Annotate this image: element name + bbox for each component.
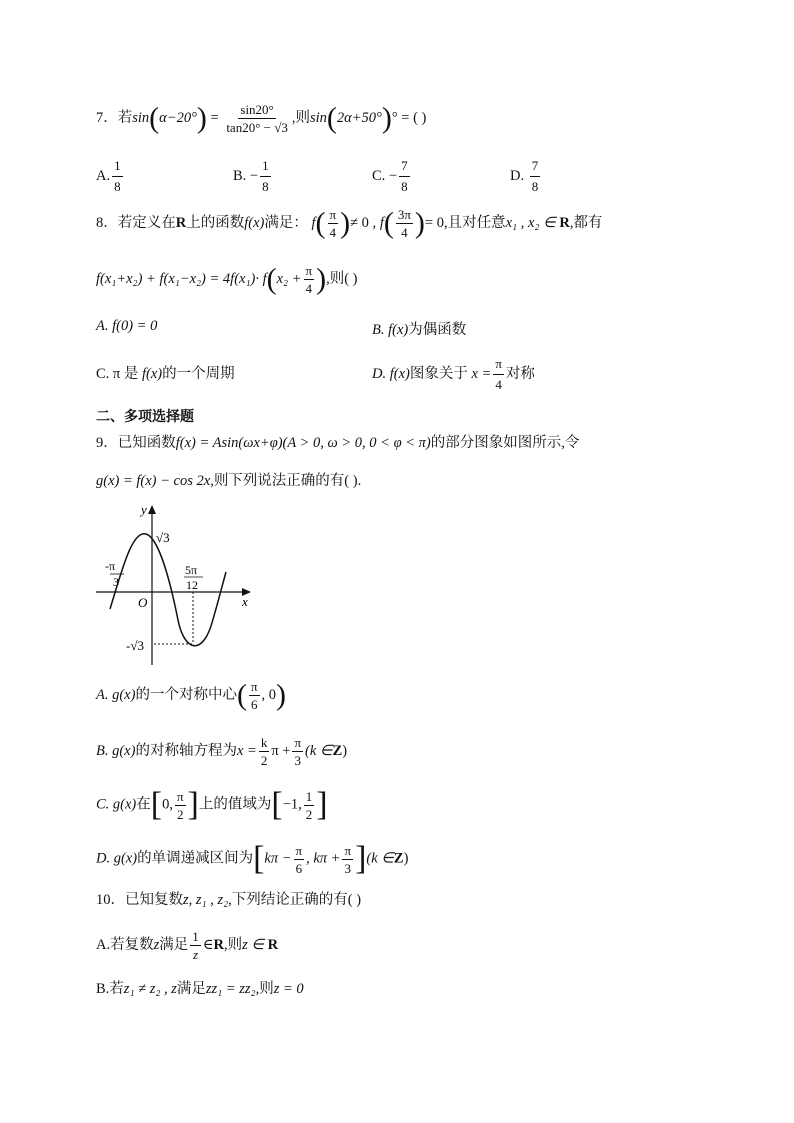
q10-option-b: B.若z₁ ≠ z₂ , z满足zz₁ = zz₂,则z = 0 [96,981,304,997]
left-zero-num: -π [105,559,116,573]
q8-stem: 8．若定义在R上的函数f(x)满足： f( $\frac{\pi}{4}$ )≠ 0 , f( $\frac{3\pi}{4}$ )= 0,且对任意x₁ , x₂ ∈ R,都有 [96,206,603,240]
q9-stem-line2: g(x) = f(x) − cos 2x,则下列说法正确的有( ). [96,473,362,489]
sine-curve [110,534,226,646]
q9-option-b: B. g(x)的对称轴方程为x = $\frac{k}{2}$ π + $\frac{\pi}{3}$ (k ∈Z) [96,735,348,768]
y-axis-arrow [148,505,156,514]
question-number: 7． [96,109,118,126]
q7-fraction: $\frac{\sin 20^\circ}{\tan 20^\circ - √3}$ [226,102,288,135]
q8-option-a: A. f(0) = 0 [96,318,158,334]
min-value-label: -√3 [126,638,144,653]
question-number: 9． [96,435,118,451]
q7-option-c: C. − $\frac{7}{8}$ [372,158,408,194]
q9-option-d: D. g(x)的单调递减区间为[kπ − $\frac{\pi}{6}$ , kπ + $\frac{\pi}{3}$ ](k ∈Z) [96,840,409,877]
q9-option-a: A. g(x)的一个对称中心( $\frac{\pi}{6}$ , 0) [96,678,287,712]
q10-stem: 10．已知复数z, z₁ , z₂,下列结论正确的有( ) [96,892,362,908]
trough-x-num: 5π [185,563,198,577]
q9-option-c: C. g(x)在[0, $\frac{\pi}{2}$ ]上的值域为[−1, $\frac{1}{2}$ ] [96,786,328,823]
q9-stem: 9．已知函数f(x) = Asin(ωx+φ)(A > 0, ω > 0, 0 < φ < π)的部分图象如图所示,令 [96,435,580,451]
origin-label: O [138,595,148,610]
trough-x-den: 12 [186,578,198,592]
q8-option-d: D. f(x)图象关于 x = $\frac{\pi}{4}$ 对称 [372,356,535,392]
question-number: 10． [96,892,125,908]
q7-stem: 7．若sin(α−20°) = $\frac{\sin 20^\circ}{\tan 20^\circ - √3}$ ,则sin(2α+50°)° = ( ) [96,101,427,135]
y-axis-label: y [141,502,147,517]
q8-stem-line2: f(x₁+x₂) + f(x₁−x₂) = 4f(x₁)· f(x₂ + $\frac{\pi}{4}$ ),则( ) [96,262,358,296]
q8-option-c: C. π 是 f(x)的一个周期 [96,366,235,382]
x-axis-label: x [242,594,248,609]
q10-option-a: A.若复数z满足 $\frac{1}{z}$ ∈R,则z ∈ R [96,929,279,962]
q9-function-graph [96,500,266,670]
q8-option-b: B. f(x)为偶函数 [372,322,467,338]
max-value-label: √3 [156,530,170,545]
question-number: 8． [96,214,118,231]
left-zero-den: 3 [113,575,119,589]
q7-option-a: A. $\frac{1}{8}$ [96,158,121,194]
section-heading: 二、多项选择题 [96,409,194,425]
q7-option-d: D. $\frac{7}{8}$ [510,158,539,194]
q7-option-b: B. − $\frac{1}{8}$ [233,158,269,194]
